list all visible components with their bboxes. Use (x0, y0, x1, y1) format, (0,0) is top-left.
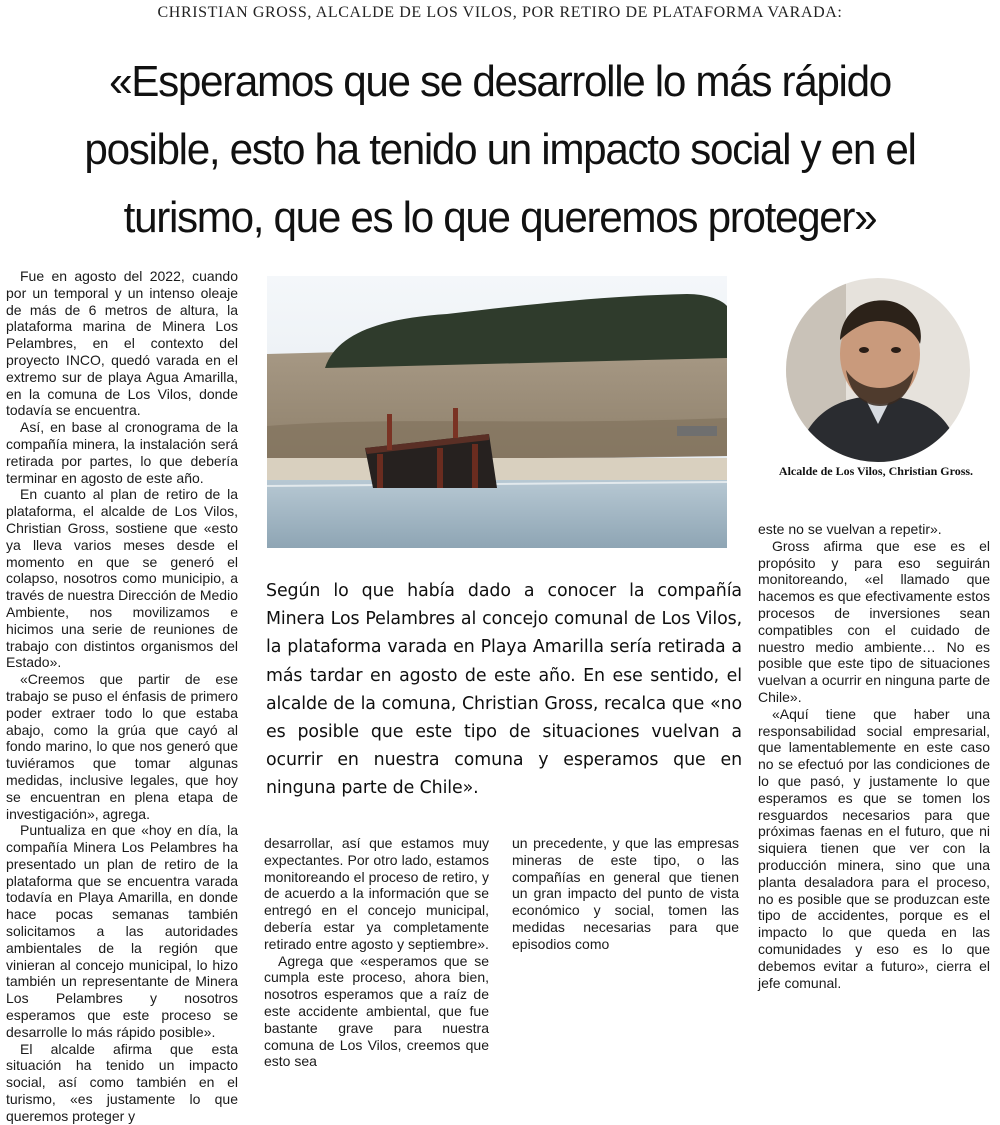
body-column-2 (264, 835, 489, 1070)
article-headline: «Esperamos que se desarrolle lo más rápido posible, esto ha tenido un impacto social y en el turismo, que es lo que queremos proteger» (84, 57, 916, 242)
platform-photo-image (267, 276, 727, 548)
mayor-portrait-image (786, 278, 970, 462)
paragraph: Fue en agosto del 2022, cuando por un temporal y un intenso oleaje de más de 6 metros de altura, la plataforma marina de Minera Los Pelambres, en el contexto del proyecto INCO, quedó varada en el extremo sur de playa Agua Amarilla, en la comuna de Los Vilos, donde todavía se encuentra. (6, 268, 238, 419)
body-column-3 (512, 835, 739, 953)
body-column-1 (6, 268, 238, 1125)
portrait-frame (786, 278, 970, 462)
portrait-caption: Alcalde de Los Vilos, Christian Gross. (778, 464, 974, 478)
paragraph: desarrollar, así que estamos muy expectantes. Por otro lado, estamos monitoreando el proceso de retiro, y de acuerdo a la información que se entregó en el concejo municipal, debería estar ya completamente retirado entre agosto y septiembre». (264, 835, 489, 952)
paragraph: Gross afirma que ese es el propósito y para eso seguirán monitoreando, «el llamado que hacemos es que efectivamente estos procesos de inversiones sean compatibles con el cuidado de nuestro medio ambiente… No es posible que este tipo de situaciones vuelvan a ocurrir en ninguna parte de Chile». (758, 537, 990, 705)
paragraph: «Creemos que partir de ese trabajo se puso el énfasis de primero poder extraer todo lo que estaba abajo, como la grúa que cayó al fondo marino, lo que nos generó que tuviéramos que tomar algunas medidas, inclusive legales, que hoy se encuentran en plena etapa de investigación», agrega. (6, 671, 238, 822)
paragraph: un precedente, y que las empresas mineras de este tipo, o las compañías en general que tienen un gran impacto del punto de vista económico y social, tomen las medidas necesarias para que episodios como (512, 835, 739, 952)
paragraph: este no se vuelvan a repetir». (758, 521, 942, 537)
paragraph: En cuanto al plan de retiro de la plataforma, el alcalde de Los Vilos, Christian Gross, sostiene que «esto ya lleva varios meses desde el momento en que se generó el colapso, nosotros como municipio, a través de nuestra Dirección de Medio Ambiente, nos movilizamos e hicimos una serie de reuniones de trabajo con distintos organismos del Estado». (6, 486, 238, 671)
paragraph: Agrega que «esperamos que se cumpla este proceso, ahora bien, nosotros esperamos que a raíz de este accidente ambiental, que fue bastante grave para nuestra comuna de Los Vilos, creemos que esto sea (264, 952, 489, 1070)
paragraph: Puntualiza en que «hoy en día, la compañía Minera Los Pelambres ha presentado un plan de retiro de la plataforma que se encuentra varada todavía en Playa Amarilla, en donde hace pocas semanas también solicitamos a las autoridades ambientales de la región que vinieran al concejo municipal, lo hizo también un representante de Minera Los Pelambres y nosotros esperamos que este proceso se desarrolle lo más rápido posible». (6, 822, 238, 1040)
stranded-platform-photo (267, 276, 727, 548)
paragraph: Así, en base al cronograma de la compañía minera, la instalación será retirada por partes, lo que debería terminar en agosto de este año. (6, 419, 238, 486)
paragraph: El alcalde afirma que esta situación ha tenido un impacto social, así como también en el turismo, «es justamente lo que queremos proteger y (6, 1040, 238, 1124)
pull-quote: Según lo que había dado a conocer la compañía Minera Los Pelambres al concejo comunal de Los Vilos, la plataforma varada en Playa Amarilla sería retirada a más tardar en agosto de este año. En ese sentido, el alcalde de la comuna, Christian Gross, recalca que «no es posible que este tipo de situaciones vuelvan a ocurrir en nuestra comuna y esperamos que en ninguna parte de Chile». (266, 581, 742, 799)
body-column-4 (758, 521, 990, 991)
article-kicker: CHRISTIAN GROSS, ALCALDE DE LOS VILOS, POR RETIRO DE PLATAFORMA VARADA: (157, 4, 843, 21)
paragraph: «Aquí tiene que haber una responsabilidad social empresarial, que lamentablemente en este caso no se efectuó por las condiciones de lo que pasó, y justamente lo que esperamos es que se tomen los resguardos necesarios para que próximas faenas en el futuro, que ni siquiera tienen que ver con la producción minera, sino que una planta desaladora para el proceso, no es posible que se produzcan este tipo de accidentes, porque es el impacto lo que queda en las comunidades y eso es lo que debemos evitar a futuro», cierra el jefe comunal. (758, 705, 990, 991)
mayor-portrait (786, 278, 970, 462)
